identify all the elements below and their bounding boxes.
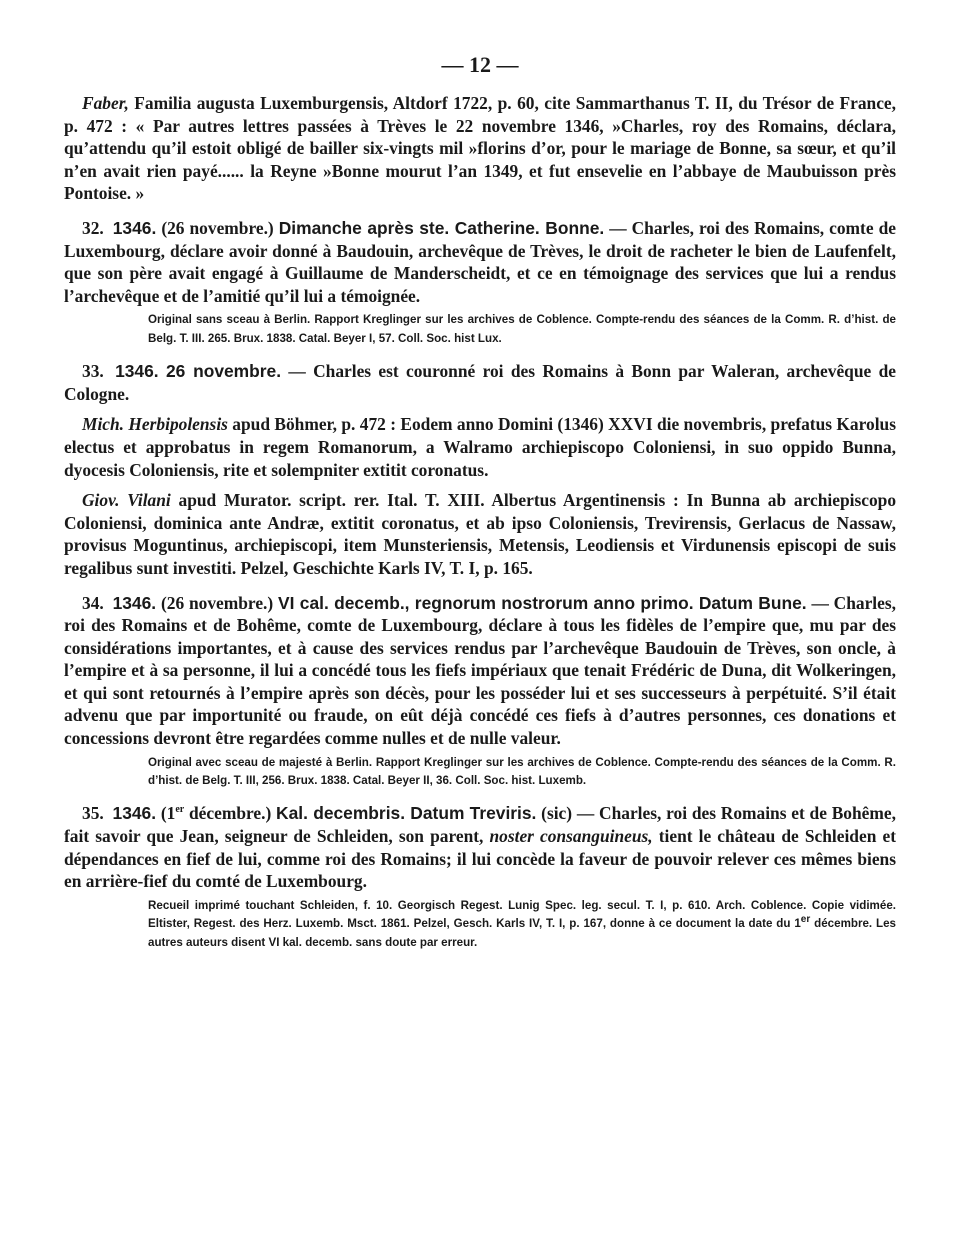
page-number: — 12 — [441, 52, 519, 77]
entry-year: 1346. [112, 217, 157, 238]
author-name: Mich. Herbipolensis [82, 414, 228, 435]
entry-number: 32. [82, 217, 104, 238]
source-note: Original avec sceau de majesté à Berlin. Rapport Kreglinger sur les archives de Coblence. Compte-rendu des séances de la Comm. R. d’hist. de Belg. T. III, 256. Brux. 1838. Catal. Beyer II, 36. Coll. Soc. hist. Luxemb. [148, 755, 896, 788]
entry-year: 1346. [112, 592, 157, 613]
entry-number: 33. [82, 361, 104, 382]
entry-text: (sic) — Charles, roi des Romains et de Bohême, fait savoir que Jean, seigneur de Schleiden, son parent, [64, 803, 896, 847]
paragraph-text: Familia augusta Luxemburgensis, Altdorf 1722, p. 60, cite Sammarthanus T. II, du Trésor de France, p. 472 : « Par autres lettres passées à Trèves le 22 novembre 1346, »Charles, roy des Romains, déclara, qu’attendu qu’il estoit obligé de bailler six-vingts mil »florins d’or, pour le mariage de Bonne, sa sœur, et qu’il n’en avait rien payé...... la Reyne »Bonne mourut l’an 1349, et fut ensevelie en l’abbaye de Maubuisson près Pontoise. » [64, 93, 896, 204]
entry-34 [64, 592, 896, 750]
source-note: Original sans sceau à Berlin. Rapport Kreglinger sur les archives de Coblence. Compte-rendu des séances de la Comm. R. d’hist. de Belg. T. III. 265. Brux. 1838. Catal. Beyer I, 57. Coll. Soc. hist Lux. [148, 313, 896, 345]
paragraph-text: apud Böhmer, p. 472 : Eodem anno Domini (1346) XXVI die novembris, prefatus Karolus electus et approbatus in regem Romanorum, a Walramo archiepiscopo Coloniensi, in suo oppido Bunna, dyocesis Coloniensis, rite et solempniter extitit coronatus. [64, 414, 896, 480]
entry-year: 1346. [115, 361, 159, 382]
date-part: (1 [160, 803, 176, 824]
author-name: Faber, [82, 93, 129, 113]
source-text: décembre. Les autres auteurs disent VI kal. decemb. sans doute par erreur. [148, 917, 897, 949]
entry-35 [64, 802, 896, 892]
entry-text: tient le château de Schleiden et dépendances en fief de lui, comme roi des Romains; il lui concède la faveur de pouvoir relever ces mêmes biens en arrière-fief du comté de Luxembourg. [64, 826, 896, 892]
author-name: Giov. Vilani [82, 490, 171, 511]
latin-phrase: noster consanguineus, [489, 826, 653, 847]
entry-number: 35. [82, 803, 104, 824]
entry-heading: Kal. decembris. Datum Treviris. [276, 803, 537, 824]
entry-text: — Charles est couronné roi des Romains à Bonn par Waleran, archevêque de Cologne. [64, 361, 896, 404]
entry-date: (26 novembre.) [161, 217, 274, 238]
entry-32 [64, 217, 896, 307]
entry-heading: 26 novembre. [165, 361, 282, 382]
citation-paragraph [64, 413, 896, 481]
ordinal-suffix: er [175, 804, 185, 816]
source-text: Recueil imprimé touchant Schleiden, f. 10. Georgisch Regest. Lunig Spec. leg. secul. T. I, p. 610. Arch. Coblence. Copie vidimée. Eltister, Regest. des Herz. Luxemb. Msct. 1861. Pelzel, Gesch. Karls IV, T. I, p. 167, donne à ce document la date du 1 [148, 898, 896, 931]
paragraph-text: apud Murator. script. rer. Ital. T. XIII. Albertus Argentinensis : In Bunna ab archiepiscopo Coloniensi, dominica ante Andræ, extitit coronatus, et ab ipso Coloniensis, Trevirensis, Gerlacus de Nassaw, provisus Moguntinus, archiepiscopi, item Munsteriensis, Metensis, Leodiensis et Virdunensis episcopi de suis regalibus sunt investiti. Pelzel, Geschichte Karls IV, T. I, p. 165. [64, 490, 897, 578]
entry-date [161, 803, 271, 823]
entry-heading: VI cal. decemb., regnorum nostrorum anno primo. Datum Bune. [278, 592, 807, 613]
entry-text: — Charles, roi des Romains, comte de Luxembourg, déclare avoir donné à Baudouin, archevêque de Trèves, le droit de racheter le bien de Laufenfelt, que son père avait engagé à Guillaume de Manderscheidt, et ce en témoignage des services que lui a rendus l’archevêque et de l’amitié qu’il lui a témoignée. [64, 217, 896, 306]
source-note [148, 897, 896, 952]
entry-heading: Dimanche après ste. Catherine. Bonne. [278, 217, 605, 238]
ordinal-suffix: er [800, 914, 811, 926]
intro-paragraph [64, 92, 896, 205]
entry-text: — Charles, roi des Romains et de Bohême, comte de Luxembourg, déclare à tous les fidèles de l’empire que, mu par des considérations importantes, et à cause des services rendus par l’archevêque Baudouin de Trèves, son oncle, à l’empire et à sa personne, il lui a concédé tous les fiefs impériaux que tenait Frédéric de Duna, dit Wolkeringen, et qui sont retournés à l’empire après son décès, pour les posséder lui et ses successeurs à perpétuité. S’il était advenu que par importunité ou fraude, on eût déjà concédé ces fiefs à d’autres personnes, ces donations et concessions devront être regardées comme nulles et de nulle valeur. [64, 592, 896, 749]
document-page [64, 52, 896, 952]
entry-year: 1346. [112, 803, 157, 824]
entry-date: (26 novembre.) [160, 592, 274, 613]
date-part: décembre.) [184, 803, 272, 824]
entry-33 [64, 360, 896, 405]
entry-number: 34. [82, 592, 104, 613]
citation-paragraph [64, 489, 896, 579]
